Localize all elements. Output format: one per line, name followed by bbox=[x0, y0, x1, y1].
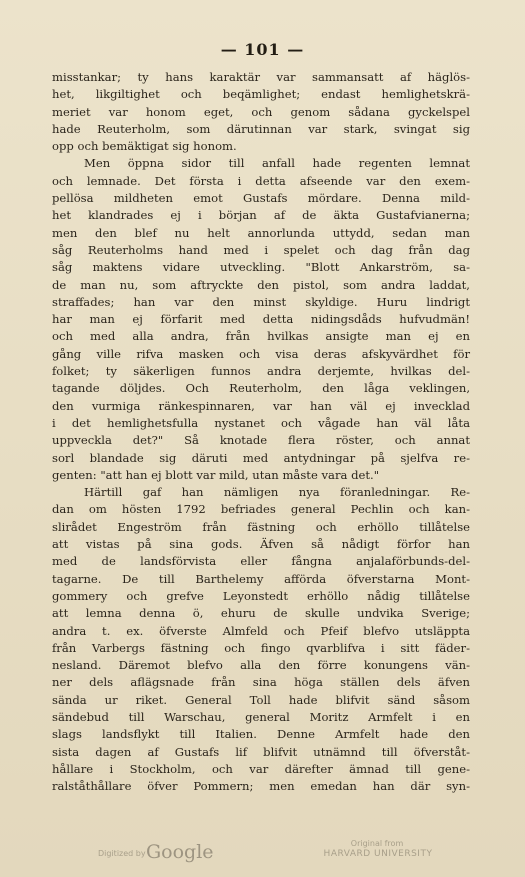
text-line: genten: "att han ej blott var mild, utan måste vara det." bbox=[52, 467, 380, 482]
text-line: straffades; han var den minst skyldige. Huru lindrigt bbox=[52, 294, 470, 309]
text-line: misstankar; ty hans karaktär var sammansatt af häglös- bbox=[52, 70, 470, 84]
text-line: hade Reuterholm, som därutinnan var stark, svingat sig bbox=[52, 121, 470, 136]
text-line: sorl blandade sig däruti med antydningar på sjelfva re- bbox=[52, 450, 470, 465]
text-line: nesland. Däremot blefvo alla den förre konungens vän- bbox=[52, 658, 470, 673]
text-line: Men öppna sidor till anfall hade regenten lemnat bbox=[84, 156, 470, 171]
text-line: slags landsflykt till Italien. Denne Armfelt hade den bbox=[52, 727, 470, 742]
text-line: att vistas på sina gods. Äfven så nådigt förfor han bbox=[52, 537, 470, 552]
text-line: het, likgiltighet och beqämlighet; endast hemlighetskrä- bbox=[52, 87, 470, 102]
text-line: gång ville rifva masken och visa deras afskyvärdhet för bbox=[52, 346, 470, 361]
text-line: ralståthållare öfver Pommern; men emedan han där syn- bbox=[52, 779, 470, 794]
text-line: opp och bemäktigat sig honom. bbox=[52, 139, 237, 154]
text-line: sändebud till Warschau, general Moritz Armfelt i en bbox=[52, 709, 470, 724]
page-number: — 101 — bbox=[220, 40, 305, 59]
text-line: att lemna denna ö, ehuru de skulle undvika Sverige; bbox=[52, 606, 470, 621]
text-line: tagarne. De till Barthelemy afförda öfverstarna Mont- bbox=[52, 571, 470, 586]
text-line: Härtill gaf han nämligen nya föranledningar. Re- bbox=[84, 485, 470, 500]
text-line: uppveckla det?" Så knotade flera röster, och annat bbox=[52, 433, 470, 448]
text-line: folket; ty säkerligen funnos andra derjemte, hvilkas del- bbox=[52, 364, 470, 379]
text-line: sista dagen af Gustafs lif blifvit utnämnd till öfverståt- bbox=[52, 744, 470, 759]
text-line: såg Reuterholms hand med i spelet och dag från dag bbox=[52, 242, 470, 257]
text-line: och med alla andra, från hvilkas ansigte man ej en bbox=[52, 329, 470, 344]
text-line: pellösa mildheten emot Gustafs mördare. Denna mild- bbox=[52, 191, 470, 206]
text-line: slirådet Engeström från fästning och erhöllo tillåtelse bbox=[52, 519, 470, 534]
text-line: de man nu, som aftryckte den pistol, som andra laddat, bbox=[52, 277, 470, 292]
harvard-university-label: HARVARD UNIVERSITY bbox=[323, 849, 433, 859]
text-line: het klandrades ej i början af de äkta Gustafvianerna; bbox=[52, 208, 470, 223]
text-line: men den blef nu helt annorlunda uttydd, sedan man bbox=[52, 225, 470, 240]
text-line: dan om hösten 1792 befriades general Pechlin och kan- bbox=[52, 502, 470, 517]
digitization-footer bbox=[0, 835, 525, 869]
text-line: i det hemlighetsfulla nystanet och vågade han väl låta bbox=[52, 415, 470, 430]
text-line: andra t. ex. öfverste Almfeld och Pfeif blefvo utsläppta bbox=[52, 623, 470, 638]
original-from-label: Original from bbox=[350, 839, 404, 848]
text-line: från Varbergs fästning och fingo qvarblifva i sitt fäder- bbox=[52, 640, 470, 655]
text-line: hållare i Stockholm, och var därefter ämnad till gene- bbox=[52, 761, 470, 776]
text-line: såg maktens vidare utveckling. "Blott Ankarström, sa- bbox=[52, 260, 470, 275]
text-line: sända ur riket. General Toll hade blifvit sänd såsom bbox=[52, 692, 470, 707]
text-line: och lemnade. Det första i detta afseende var den exem- bbox=[52, 173, 470, 188]
text-line: den vurmiga ränkespinnaren, var han väl ej invecklad bbox=[52, 398, 470, 413]
text-line: ner dels aflägsnade från sina höga ställen dels äfven bbox=[52, 675, 470, 690]
text-line: har man ej förfarit med detta nidingsdåds hufvudmän! bbox=[52, 312, 470, 327]
text-line: gommery och grefve Leyonstedt erhöllo nådig tillåtelse bbox=[52, 588, 470, 603]
digitized-by-label: Digitized by bbox=[98, 849, 146, 858]
body-text bbox=[52, 69, 470, 795]
google-logo: Google bbox=[146, 841, 214, 863]
text-line: med de landsförvista eller fångna anjalaförbunds-del- bbox=[52, 554, 470, 569]
text-line: meriet var honom eget, och genom sådana gyckelspel bbox=[52, 104, 470, 119]
text-line: tagande döljdes. Och Reuterholm, den låga veklingen, bbox=[52, 381, 470, 396]
